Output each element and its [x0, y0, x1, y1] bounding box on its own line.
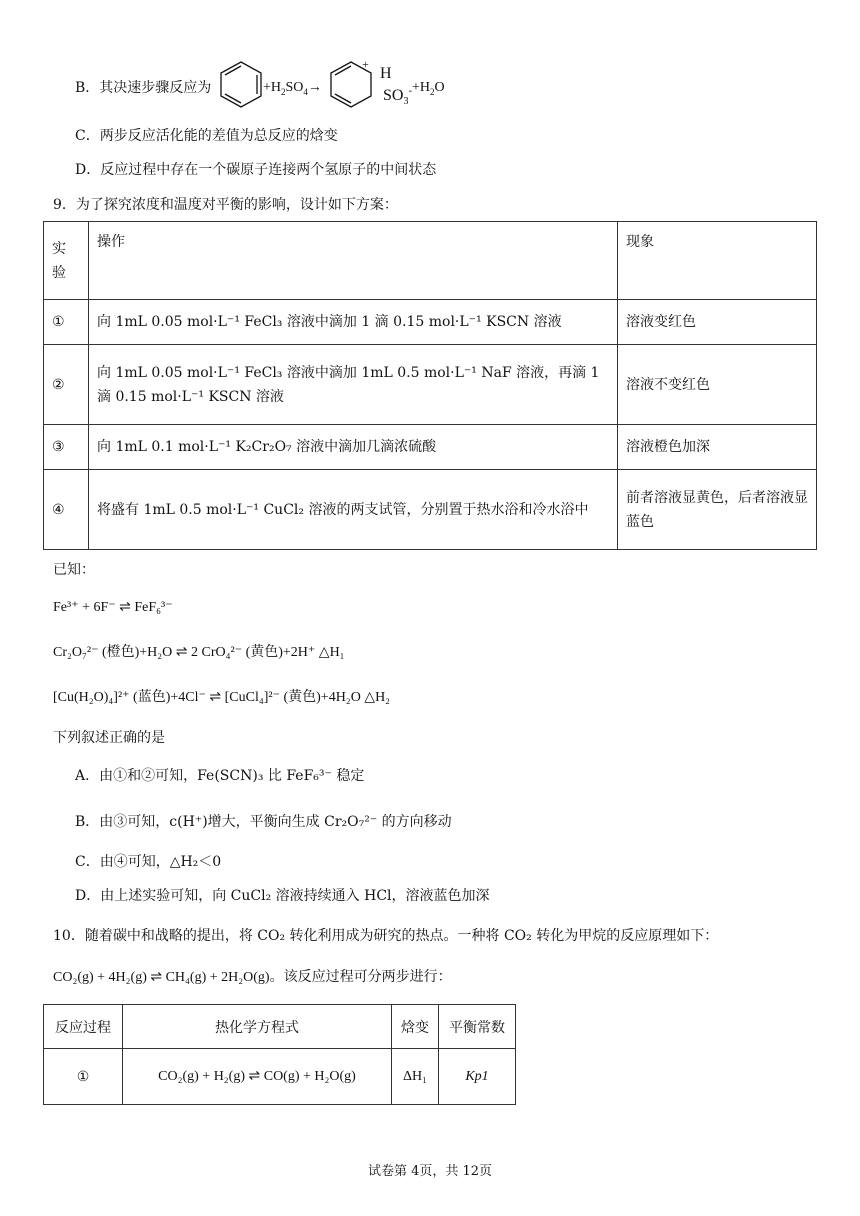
row-phenomenon: 前者溶液显黄色，后者溶液显蓝色 [618, 470, 817, 550]
row-operation: 向 1mL 0.05 mol·L⁻¹ FeCl₃ 溶液中滴加 1mL 0.5 mol·L⁻¹ NaF 溶液，再滴 1 滴 0.15 mol·L⁻¹ KSCN 溶液 [89, 345, 618, 425]
table-row [44, 470, 817, 550]
q8-option-d: D．反应过程中存在一个碳原子连接两个氢原子的中间状态 [75, 162, 437, 178]
row-enthalpy: ΔH₁ [392, 1049, 439, 1105]
page-footer: 试卷第 4页，共 12页 [367, 1164, 493, 1179]
row-phenomenon: 溶液不变红色 [618, 345, 817, 425]
table-row [44, 425, 817, 470]
equation-chromate: Cr₂O₇²⁻ (橙色)+H₂O ⇌ 2 CrO₄²⁻ (黄色)+2H⁺ △H₁ [53, 645, 345, 660]
row-phenomenon: 溶液变红色 [618, 300, 817, 345]
equation-fe-f: Fe³⁺ + 6F⁻ ⇌ FeF₆³⁻ [53, 600, 173, 615]
q10-stem: 10．随着碳中和战略的提出，将 CO₂ 转化利用成为研究的热点。一种将 CO₂ 转化为甲烷的反应原理如下： [53, 928, 719, 944]
row-phenomenon: 溶液橙色加深 [618, 425, 817, 470]
row-operation: 向 1mL 0.1 mol·L⁻¹ K₂Cr₂O₇ 溶液中滴加几滴浓硫酸 [89, 425, 618, 470]
q9-experiment-table [43, 221, 817, 550]
sulfuric-acid-reactant: $+H_2SO_4\to$ [263, 80, 322, 97]
row-constant: Kp1 [439, 1049, 516, 1105]
row-number: ② [44, 345, 89, 425]
benzene-ring [221, 62, 261, 107]
so3-label: $SO_3^-$ [383, 84, 413, 108]
row-number: ④ [44, 470, 89, 550]
q9-option-b: B．由③可知，c(H⁺)增大，平衡向生成 Cr₂O₇²⁻ 的方向移动 [75, 814, 452, 830]
q10-reaction-table [43, 1004, 516, 1105]
row-operation: 向 1mL 0.05 mol·L⁻¹ FeCl₃ 溶液中滴加 1 滴 0.15 mol·L⁻¹ KSCN 溶液 [89, 300, 618, 345]
table-header-row [44, 1005, 516, 1049]
row-equation: CO₂(g) + H₂(g) ⇌ CO(g) + H₂O(g) [123, 1049, 392, 1105]
header-process: 反应过程 [44, 1005, 123, 1049]
q8-option-c: C．两步反应活化能的差值为总反应的焓变 [75, 128, 338, 144]
row-number: ③ [44, 425, 89, 470]
known-label: 已知： [53, 562, 95, 578]
header-phenomenon: 现象 [618, 222, 817, 300]
q8-option-b [75, 78, 211, 98]
water-product: $+H_2O$ [412, 80, 445, 97]
header-operation: 操作 [89, 222, 618, 300]
q9-ask: 下列叙述正确的是 [53, 730, 165, 746]
q9-option-c: C．由④可知，△H₂＜0 [75, 854, 222, 870]
q9-stem: 9．为了探究浓度和温度对平衡的影响，设计如下方案： [53, 197, 398, 213]
hydrogen-label: H [380, 65, 392, 82]
row-number: ① [44, 300, 89, 345]
plus-charge: + [362, 57, 369, 71]
row-process: ① [44, 1049, 123, 1105]
table-row [44, 345, 817, 425]
row-operation: 将盛有 1mL 0.5 mol·L⁻¹ CuCl₂ 溶液的两支试管，分别置于热水浴和冷水浴中 [89, 470, 618, 550]
table-row [44, 1049, 516, 1105]
q9-option-a: A．由①和②可知，Fe(SCN)₃ 比 FeF₆³⁻ 稳定 [75, 768, 365, 784]
q8-option-b-label: B．其决速步骤反应为 [75, 80, 212, 96]
header-enthalpy: 焓变 [392, 1005, 439, 1049]
table-row [44, 300, 817, 345]
q10-equation: CO₂(g) + 4H₂(g) ⇌ CH₄(g) + 2H₂O(g)。该反应过程可分两步进行： [53, 970, 452, 985]
header-constant: 平衡常数 [439, 1005, 516, 1049]
table-header-row [44, 222, 817, 300]
equation-copper: [Cu(H₂O)₄]²⁺ (蓝色)+4Cl⁻ ⇌ [CuCl₄]²⁻ (黄色)+4H₂O △H₂ [53, 690, 391, 705]
header-experiment: 实 验 [44, 222, 89, 300]
header-equation: 热化学方程式 [123, 1005, 392, 1049]
q9-option-d: D．由上述实验可知，向 CuCl₂ 溶液持续通入 HCl，溶液蓝色加深 [75, 888, 490, 904]
